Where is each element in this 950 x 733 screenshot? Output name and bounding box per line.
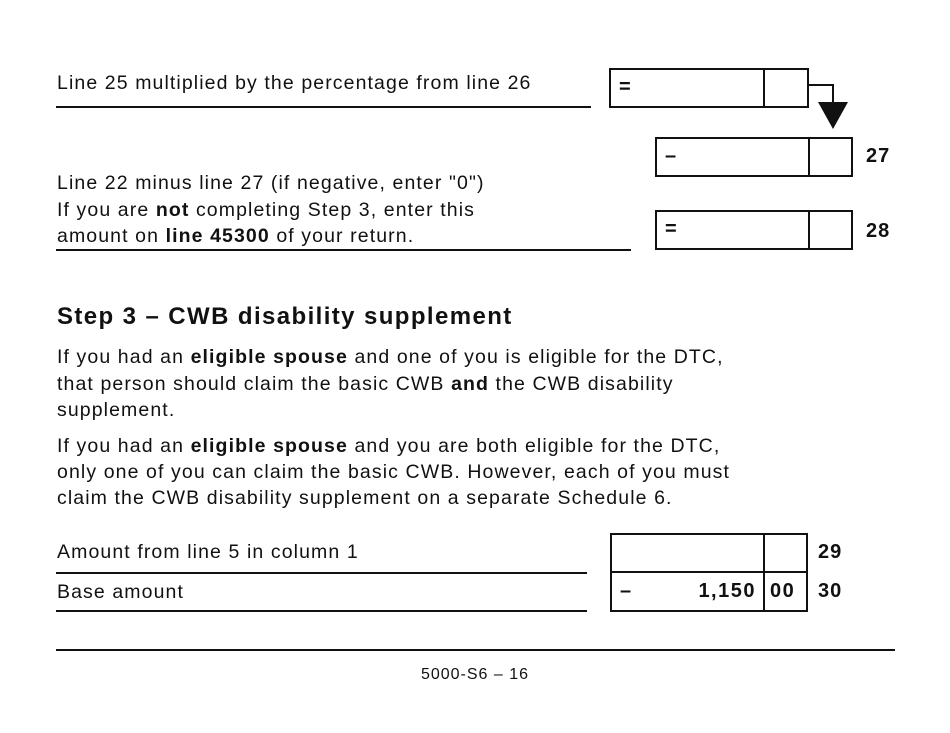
paragraph-1-line-2: that person should claim the basic CWB and the CWB disability <box>57 373 674 395</box>
line-29-label: Amount from line 5 in column 1 <box>57 541 359 563</box>
line-30-field <box>610 571 808 612</box>
paragraph-2-line-3: claim the CWB disability supplement on a separate Schedule 6. <box>57 487 673 509</box>
intermediate-amount-field[interactable] <box>609 68 809 108</box>
line-number-30: 30 <box>818 580 843 602</box>
page-number: 5000-S6 – 16 <box>420 666 530 683</box>
cents-divider <box>763 70 765 106</box>
line-number-29: 29 <box>818 541 843 563</box>
base-amount-dollars: 1,150 <box>698 580 756 602</box>
line-28-label-3: amount on line 45300 of your return. <box>57 225 415 247</box>
line-28-label: Line 22 minus line 27 (if negative, enter "0") <box>57 172 485 194</box>
line-30-label: Base amount <box>57 581 185 603</box>
footer-divider <box>56 649 895 651</box>
cents-divider <box>808 139 810 175</box>
paragraph-2: If you had an eligible spouse and you are both eligible for the DTC, <box>57 435 721 457</box>
line-28-field[interactable] <box>655 210 853 250</box>
equals-sign: = <box>665 218 677 240</box>
line-28-label-2: If you are not completing Step 3, enter this <box>57 199 475 221</box>
divider <box>56 249 631 251</box>
paragraph-1: If you had an eligible spouse and one of you is eligible for the DTC, <box>57 346 724 368</box>
minus-sign: – <box>620 580 632 602</box>
cents-divider <box>763 573 765 610</box>
cents-divider <box>763 535 765 571</box>
divider <box>56 572 587 574</box>
cents-divider <box>808 212 810 248</box>
line-27-label: Line 25 multiplied by the percentage from line 26 <box>57 72 532 94</box>
base-amount-cents: 00 <box>770 580 796 602</box>
paragraph-1-line-3: supplement. <box>57 399 176 421</box>
arrow-down-icon <box>805 80 855 132</box>
line-number-27: 27 <box>866 145 891 167</box>
divider <box>56 106 591 108</box>
line-27-field[interactable] <box>655 137 853 177</box>
line-number-28: 28 <box>866 220 891 242</box>
equals-sign: = <box>619 76 631 98</box>
divider <box>56 610 587 612</box>
step-3-heading: Step 3 – CWB disability supplement <box>57 303 513 330</box>
line-29-field[interactable] <box>610 533 808 573</box>
minus-sign: – <box>665 145 677 167</box>
paragraph-2-line-2: only one of you can claim the basic CWB. However, each of you must <box>57 461 731 483</box>
